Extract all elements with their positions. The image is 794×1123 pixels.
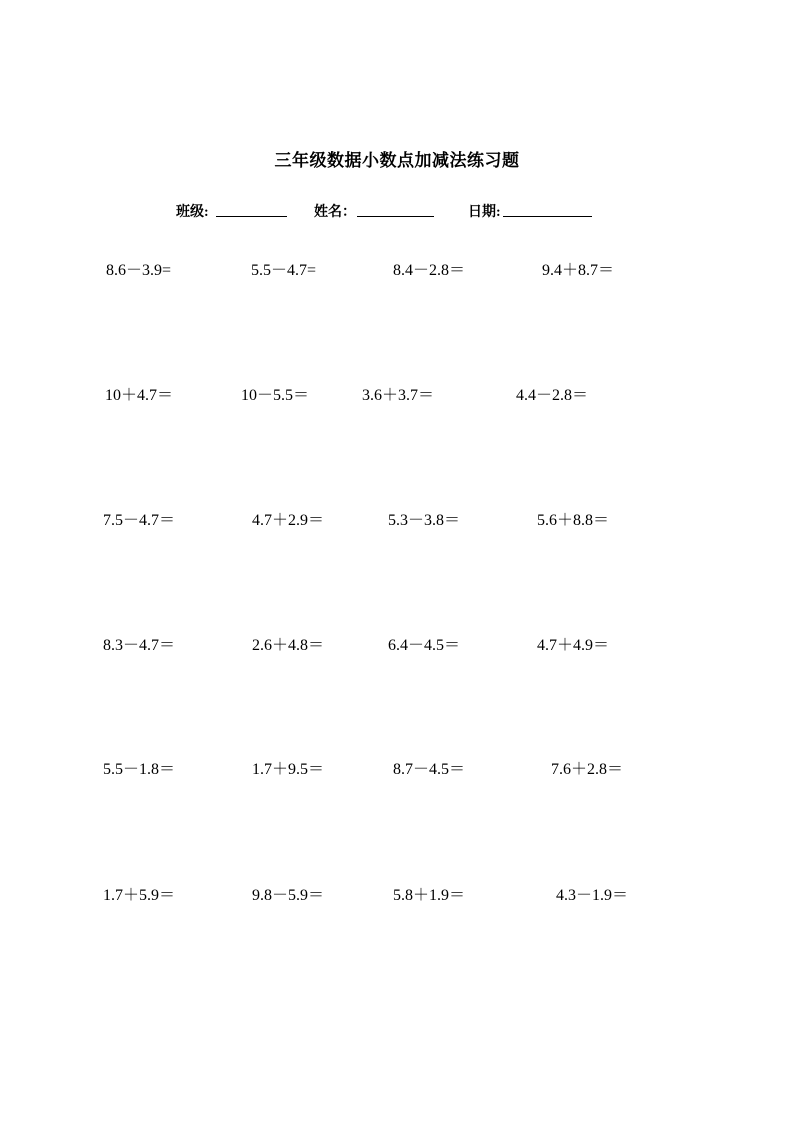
class-blank[interactable]	[216, 216, 287, 217]
problem: 3.6＋3.7＝	[362, 387, 435, 404]
problem: 1.7＋9.5＝	[252, 761, 325, 778]
problem: 10＋4.7＝	[105, 387, 174, 404]
problem: 5.5－4.7=	[251, 262, 317, 279]
name-label: 姓名：	[314, 205, 356, 220]
date-blank[interactable]	[503, 216, 592, 217]
problem: 8.7－4.5＝	[393, 761, 466, 778]
problem: 2.6＋4.8＝	[252, 637, 325, 654]
problem: 7.5－4.7＝	[103, 512, 176, 529]
problem: 1.7＋5.9＝	[103, 887, 176, 904]
problem: 6.4－4.5＝	[388, 637, 461, 654]
date-label: 日期:	[468, 205, 501, 220]
problem: 10－5.5＝	[241, 387, 310, 404]
problem: 5.3－3.8＝	[388, 512, 461, 529]
name-blank[interactable]	[357, 216, 434, 217]
class-label: 班级:	[176, 205, 209, 220]
problem: 8.4－2.8＝	[393, 262, 466, 279]
problem: 9.8－5.9＝	[252, 887, 325, 904]
problem: 5.8＋1.9＝	[393, 887, 466, 904]
problem: 4.4－2.8＝	[516, 387, 589, 404]
problem: 7.6＋2.8＝	[551, 761, 624, 778]
problem: 8.6－3.9=	[106, 262, 172, 279]
problem: 4.7＋4.9＝	[537, 637, 610, 654]
problem: 8.3－4.7＝	[103, 637, 176, 654]
worksheet-title: 三年级数据小数点加减法练习题	[274, 151, 520, 170]
problem: 4.3－1.9＝	[556, 887, 629, 904]
problem: 9.4＋8.7＝	[542, 262, 615, 279]
problem: 5.5－1.8＝	[103, 761, 176, 778]
problem: 4.7＋2.9＝	[252, 512, 325, 529]
problem: 5.6＋8.8＝	[537, 512, 610, 529]
